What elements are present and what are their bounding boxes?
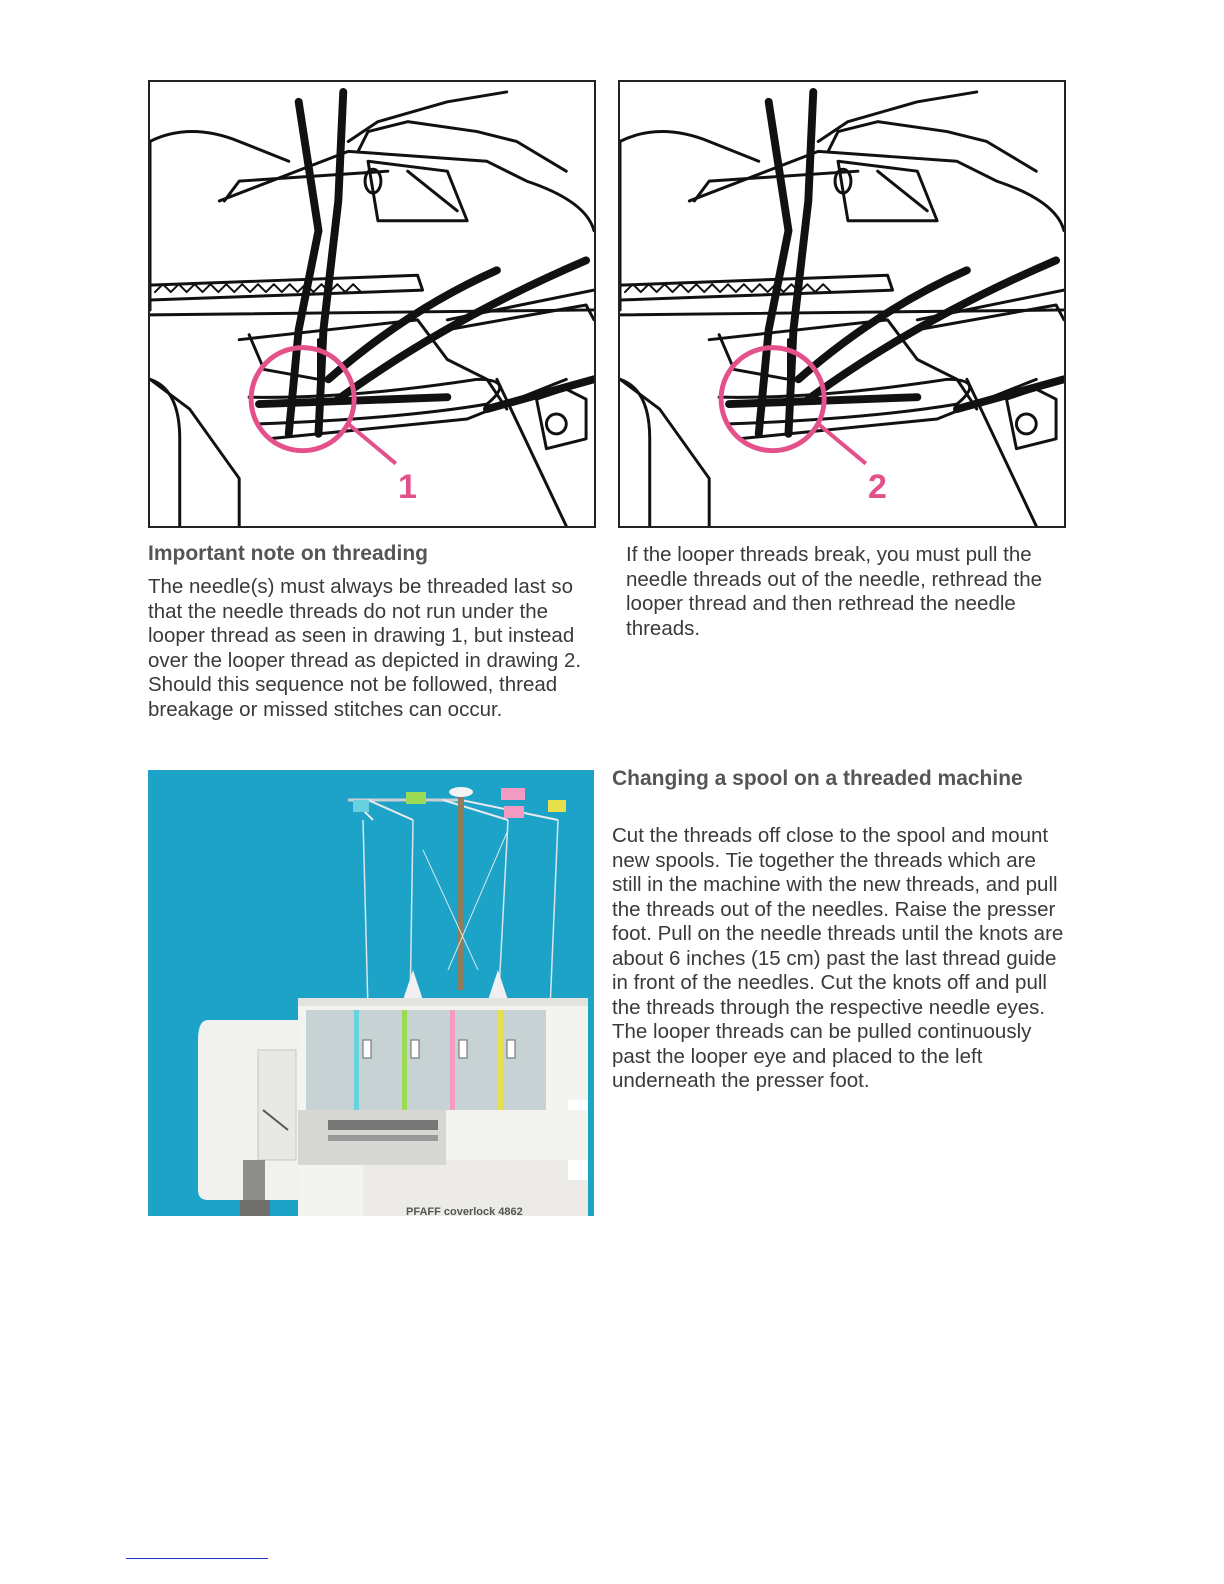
footer-rule bbox=[126, 1558, 268, 1559]
looper-break-body: If the looper threads break, you must pull the needle threads out of the needle, rethread the looper thread and then rethread the needle threads. bbox=[626, 543, 1043, 640]
callout-number-2: 2 bbox=[868, 468, 887, 506]
brand-label: PFAFF coverlock 4862 bbox=[406, 1206, 523, 1216]
important-note-heading: Important note on threading bbox=[148, 542, 428, 565]
threading-illustration-1 bbox=[150, 82, 594, 526]
changing-spool-heading: Changing a spool on a threaded machine bbox=[612, 767, 1023, 790]
important-note-body: The needle(s) must always be threaded last so that the needle threads do not run under the looper thread as seen in drawing 1, but instead over the looper thread as depicted in drawing 2. Should this sequence not be followed, thread breakage or missed stitches can occur. bbox=[148, 575, 582, 721]
serger-machine-image bbox=[148, 770, 594, 1216]
serger-photo bbox=[148, 770, 594, 1216]
threading-drawing-2 bbox=[618, 80, 1066, 528]
threading-drawing-1 bbox=[148, 80, 596, 528]
threading-illustration-2 bbox=[620, 82, 1064, 526]
changing-spool-body: Cut the threads off close to the spool and mount new spools. Tie together the threads which are still in the machine with the new threads, and pull the threads out of the needles. Raise the presser foot. Pull on the needle threads until the knots are about 6 inches (15 cm) past the last thread guide in front of the needles. Cut the knots off and pull the threads through the respective needle eyes. The looper threads can be pulled continuously past the looper eye and placed to the left underneath the presser foot. bbox=[612, 824, 1064, 1092]
callout-number-1: 1 bbox=[398, 468, 417, 506]
